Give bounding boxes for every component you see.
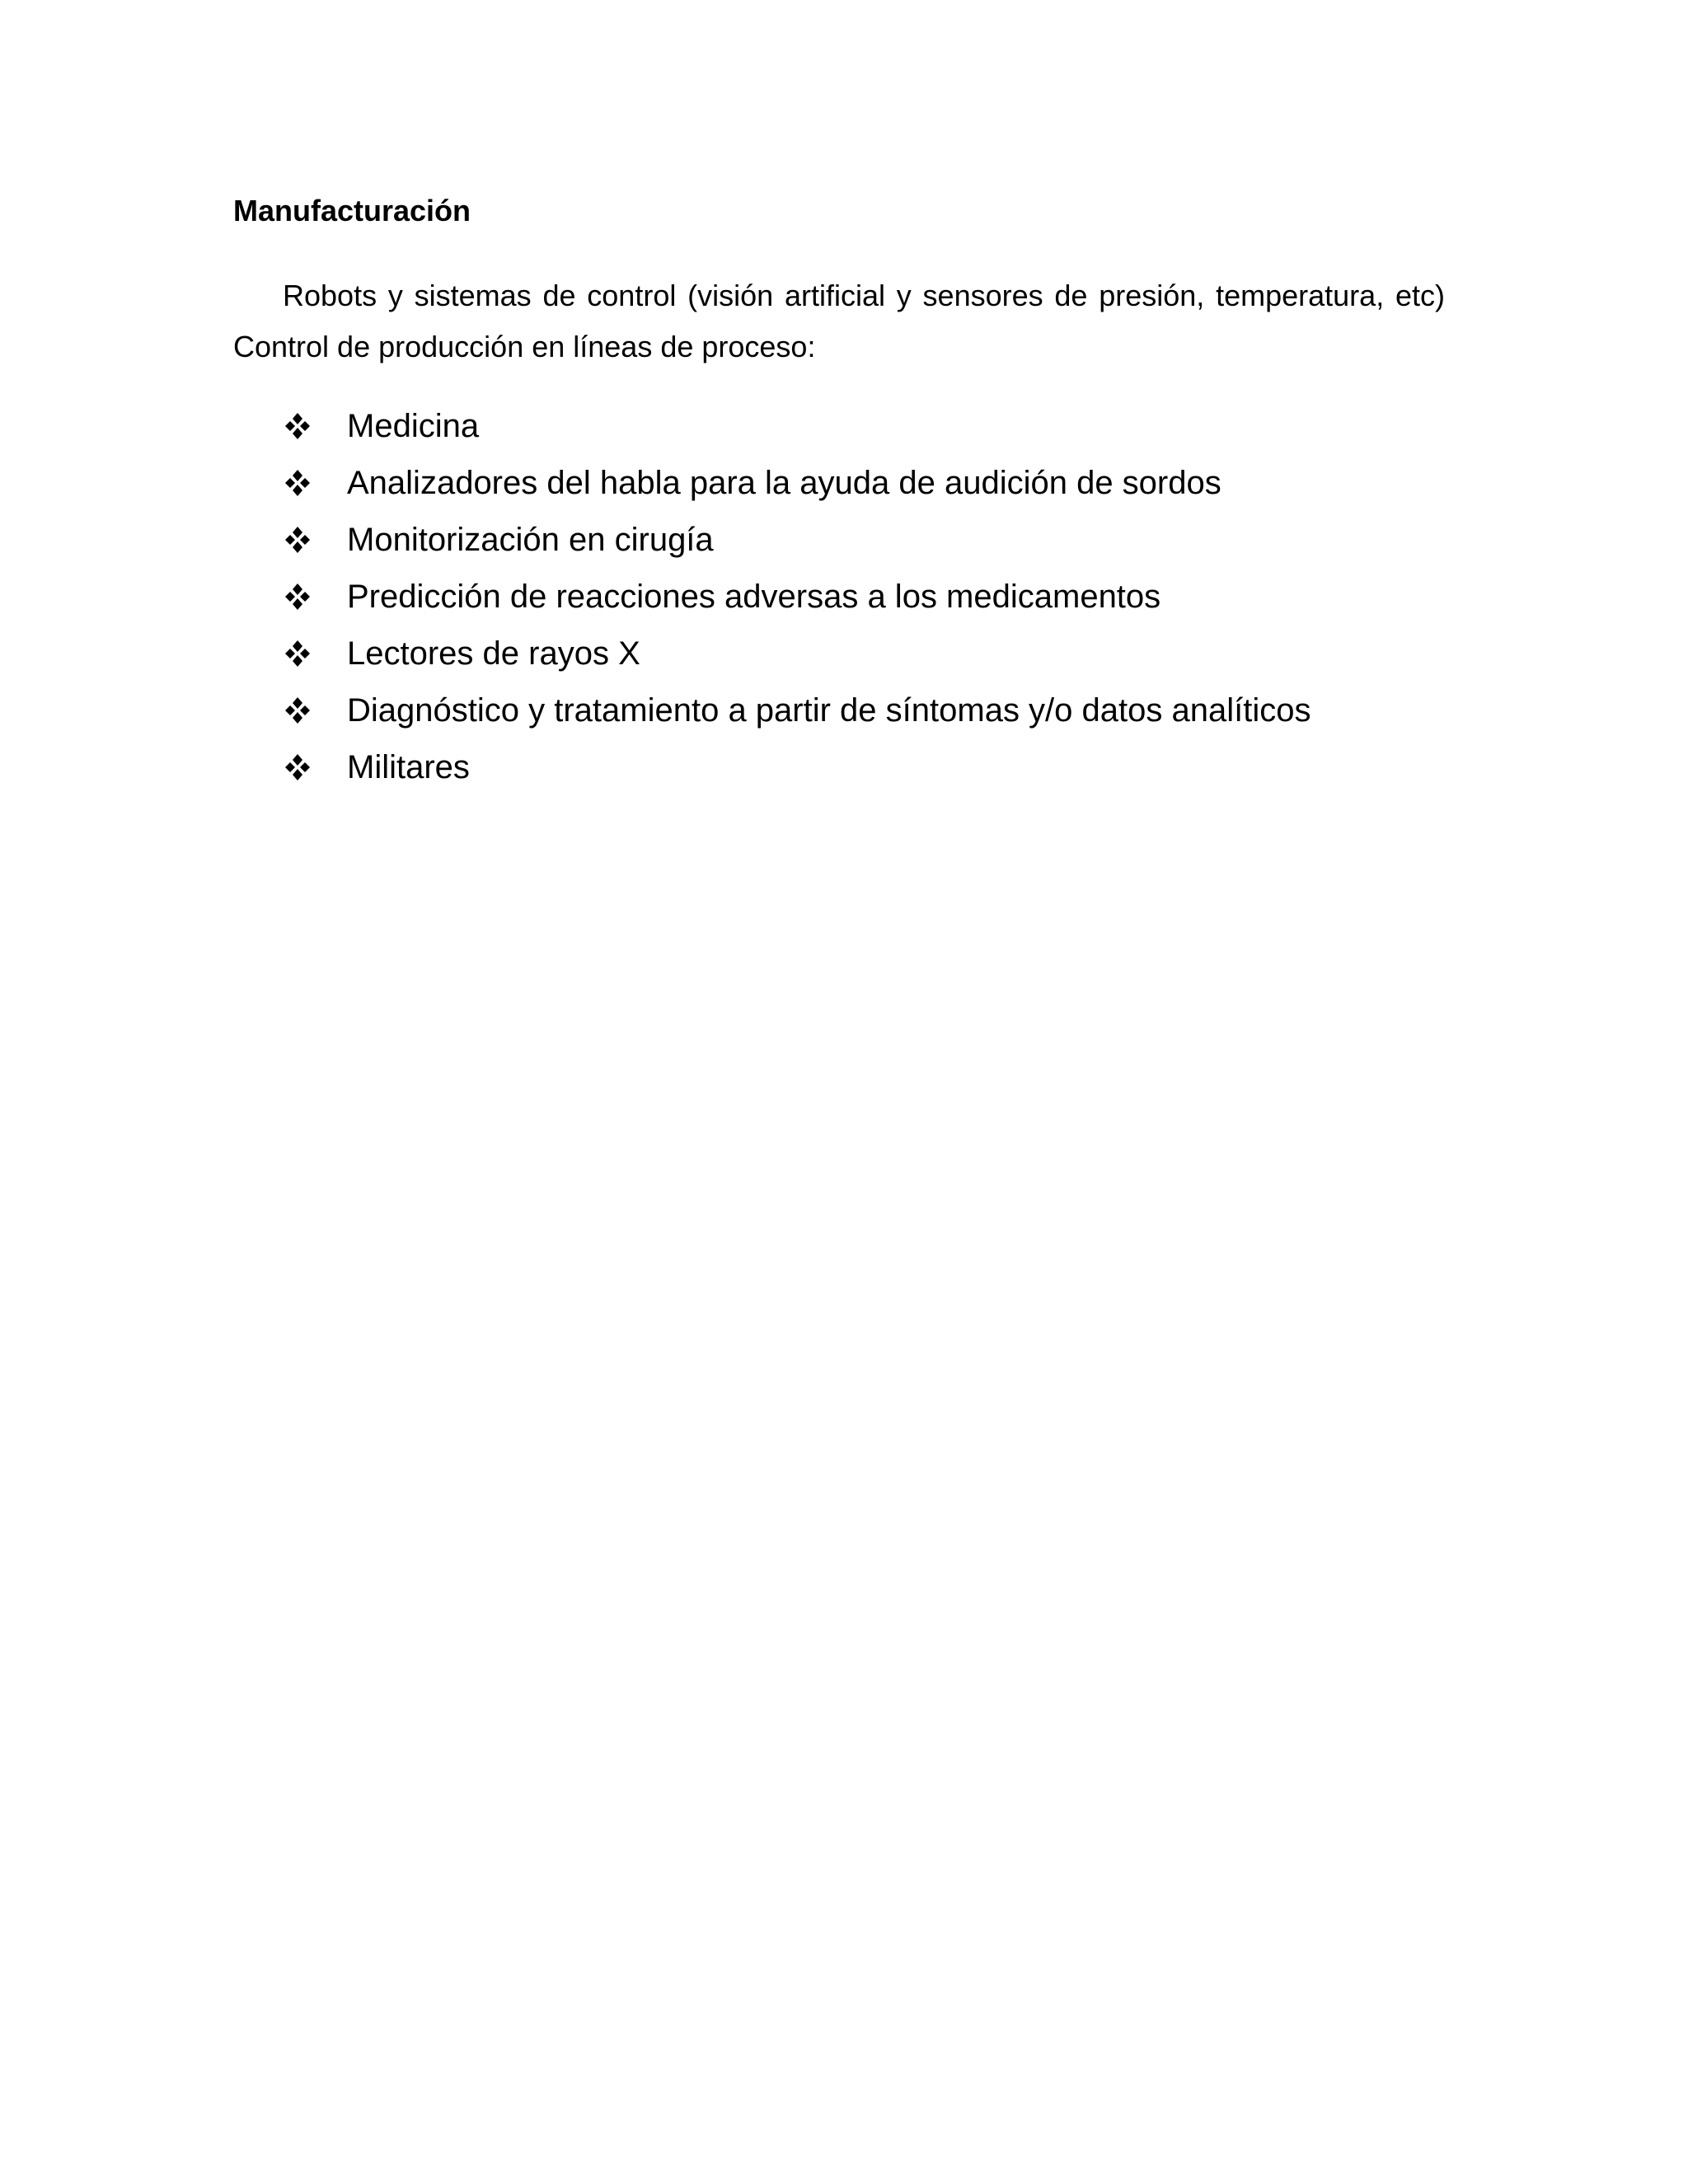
list-item-text: Predicción de reacciones adversas a los medicamentos (347, 578, 1161, 615)
list-item (283, 454, 1311, 511)
four-diamond-bullet-icon (283, 411, 312, 441)
list-item (283, 397, 1311, 454)
list-item (283, 625, 1311, 682)
list-item-text: Militares (347, 748, 470, 785)
list-item-text: Lectores de rayos X (347, 635, 640, 672)
list-item (283, 682, 1311, 738)
list-item-text: Medicina (347, 407, 480, 444)
section-heading: Manufacturación (233, 194, 471, 227)
four-diamond-bullet-icon (283, 752, 312, 782)
list-item (283, 568, 1311, 625)
four-diamond-bullet-icon (283, 582, 312, 612)
paragraph-line-1: Robots y sistemas de control (visión artificial y sensores de presión, temperatura, etc) (283, 279, 1445, 312)
list-item (283, 738, 1311, 795)
four-diamond-bullet-icon (283, 468, 312, 498)
list-item (283, 511, 1311, 568)
body-paragraph (233, 270, 1445, 373)
list-item-text: Monitorización en cirugía (347, 521, 714, 558)
four-diamond-bullet-icon (283, 525, 312, 555)
four-diamond-bullet-icon (283, 639, 312, 668)
list-item-text: Analizadores del habla para la ayuda de audición de sordos (347, 464, 1221, 501)
list-item-text: Diagnóstico y tratamiento a partir de síntomas y/o datos analíticos (347, 691, 1311, 729)
paragraph-line-2: Control de producción en líneas de proceso: (233, 330, 816, 363)
four-diamond-bullet-icon (283, 696, 312, 725)
bullet-list (283, 397, 1311, 795)
